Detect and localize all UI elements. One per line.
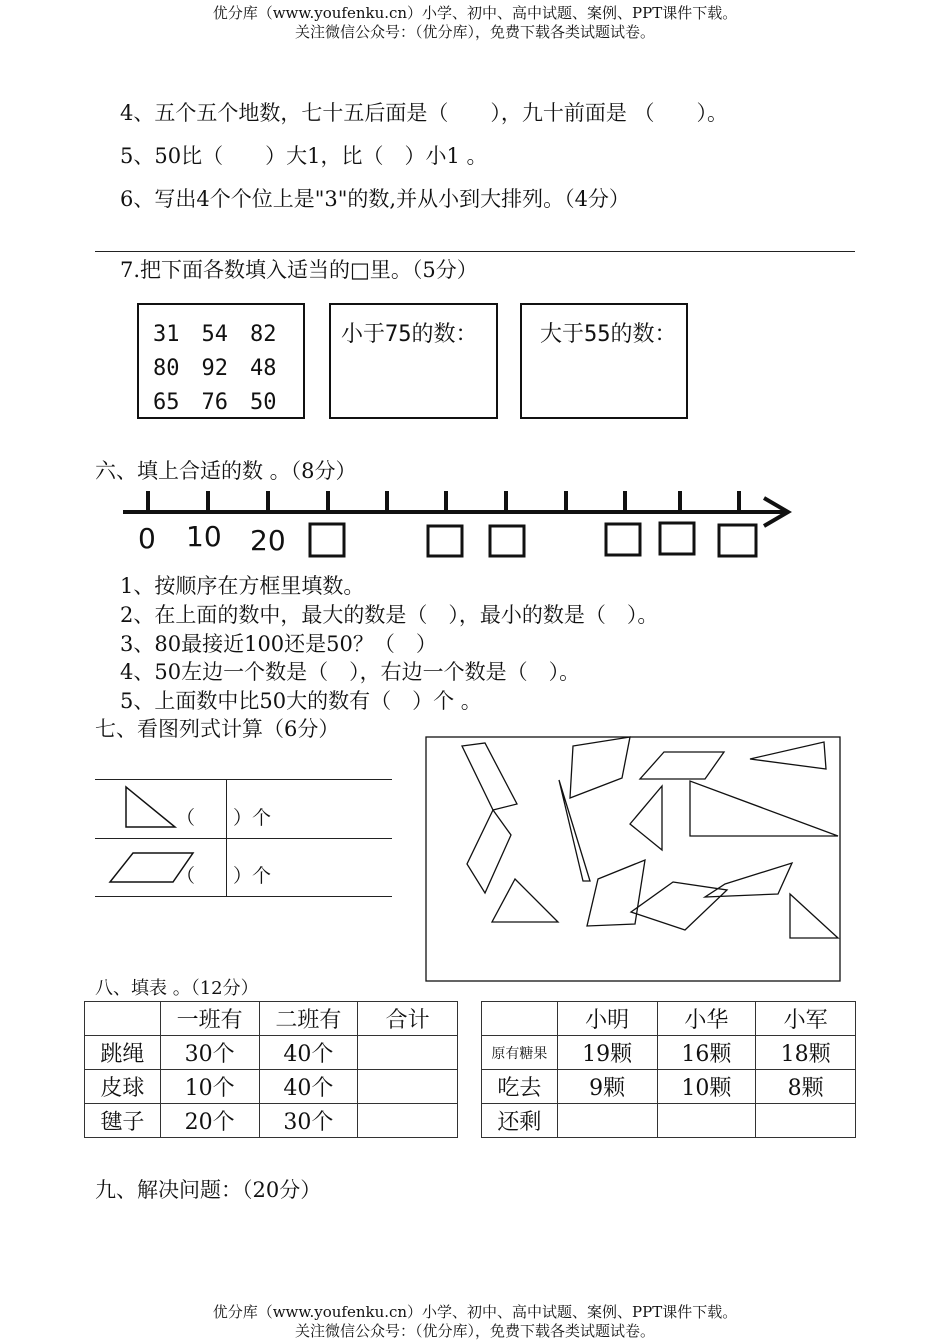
table-cell <box>358 1070 458 1104</box>
table-cell: 10个 <box>160 1070 259 1104</box>
table-row <box>85 1070 458 1104</box>
table-cell <box>482 1002 558 1036</box>
shape-triangle-2 <box>690 781 838 836</box>
shapes-picture <box>425 736 845 986</box>
footer-line-2: 关注微信公众号：（优分库），免费下载各类试题试卷。 <box>294 1322 655 1340</box>
section-6-item-3: 3、80最接近100还是50？（ ） <box>120 632 437 656</box>
table-row <box>85 1036 458 1070</box>
table-cell: 皮球 <box>85 1070 161 1104</box>
section-7-title: 七、看图列式计算（6分） <box>95 717 340 741</box>
greater-than-55-label: 大于55的数： <box>540 322 677 347</box>
numbers-row-2: 80 92 48 <box>153 356 277 381</box>
table-row <box>482 1002 856 1036</box>
shape-parallelogram-7 <box>705 863 792 897</box>
table-header: 一班有 <box>160 1002 259 1036</box>
less-than-75-box <box>329 303 498 419</box>
shape-triangle-4 <box>630 786 662 850</box>
table-header: 小华 <box>657 1002 756 1036</box>
section-9-title: 九、解决问题：（20分） <box>95 1178 322 1202</box>
table-cell: 30个 <box>259 1104 358 1138</box>
answer-line <box>95 251 855 252</box>
shape-parallelogram-6 <box>631 882 727 930</box>
table-cell: 8颗 <box>756 1070 856 1104</box>
numbers-box <box>137 303 305 419</box>
numbers-row-1: 31 54 82 <box>153 322 277 347</box>
table-cell: 19颗 <box>557 1036 657 1070</box>
shape-triangle-5 <box>492 879 558 922</box>
table-cell <box>85 1002 161 1036</box>
candy-table <box>481 1001 856 1138</box>
table-row <box>85 1104 458 1138</box>
table-header: 小军 <box>756 1002 856 1036</box>
question-5: 5、50比（ ）大1，比（ ）小1 。 <box>120 144 488 168</box>
shape-triangle-6 <box>790 894 838 938</box>
section-6-item-4: 4、50左边一个数是（ ），右边一个数是（ ）。 <box>120 660 581 684</box>
question-7: 7.把下面各数填入适当的□里。（5分） <box>120 258 478 282</box>
number-line-ticks <box>148 491 739 512</box>
section-6-item-5: 5、上面数中比50大的数有（ ）个 。 <box>120 689 482 713</box>
table-row <box>482 1070 856 1104</box>
table-header: 合计 <box>358 1002 458 1036</box>
header-line-1: 优分库（www.youfenku.cn）小学、初中、高中试题、案例、PPT课件下载。 <box>212 4 738 22</box>
triangle-count-blank: （ ）个 <box>176 807 272 829</box>
table-cell: 吃去 <box>482 1070 558 1104</box>
table-cell: 18颗 <box>756 1036 856 1070</box>
table-cell <box>557 1104 657 1138</box>
section-6-title: 六、填上合适的数 。（8分） <box>95 459 357 483</box>
table-cell: 16颗 <box>657 1036 756 1070</box>
numberline-label-10: 10 <box>186 520 222 553</box>
number-line-answer-boxes <box>310 523 756 556</box>
table-cell: 40个 <box>259 1070 358 1104</box>
table-cell: 30个 <box>160 1036 259 1070</box>
class-items-table <box>84 1001 458 1138</box>
table-row <box>482 1036 856 1070</box>
section-6-item-1: 1、按顺序在方框里填数。 <box>120 574 365 598</box>
numberline-label-20: 20 <box>250 524 286 557</box>
shape-triangle-3 <box>559 780 590 881</box>
header-line-2: 关注微信公众号：（优分库），免费下载各类试题试卷。 <box>294 23 655 41</box>
table-cell <box>358 1104 458 1138</box>
parallelogram-count-blank: （ ）个 <box>176 865 272 887</box>
table-cell <box>358 1036 458 1070</box>
table-cell: 10颗 <box>657 1070 756 1104</box>
footer-line-1: 优分库（www.youfenku.cn）小学、初中、高中试题、案例、PPT课件下载。 <box>212 1303 738 1321</box>
greater-than-55-box <box>520 303 688 419</box>
numbers-row-3: 65 76 50 <box>153 390 277 415</box>
table-cell: 9颗 <box>557 1070 657 1104</box>
section-8-title: 八、填表 。（12分） <box>95 978 259 999</box>
table-cell: 40个 <box>259 1036 358 1070</box>
table-cell: 跳绳 <box>85 1036 161 1070</box>
less-than-75-label: 小于75的数： <box>341 322 478 347</box>
table-cell: 毽子 <box>85 1104 161 1138</box>
table-cell: 20个 <box>160 1104 259 1138</box>
table-cell: 原有糖果 <box>482 1036 558 1070</box>
question-4: 4、五个五个地数，七十五后面是（ ），九十前面是 （ ）。 <box>120 101 729 125</box>
shape-parallelogram-3 <box>640 752 724 779</box>
shape-parallelogram-4 <box>467 810 511 893</box>
shape-triangle-1 <box>750 742 826 769</box>
shapes-frame <box>426 737 840 981</box>
table-header: 二班有 <box>259 1002 358 1036</box>
shape-parallelogram-1 <box>462 743 517 810</box>
table-row <box>85 1002 458 1036</box>
table-row <box>482 1104 856 1138</box>
table-header: 小明 <box>557 1002 657 1036</box>
numberline-label-0: 0 <box>138 522 156 555</box>
question-6: 6、写出4个个位上是"3"的数,并从小到大排列。（4分） <box>120 187 630 211</box>
shape-parallelogram-5 <box>587 860 645 926</box>
table-cell: 还剩 <box>482 1104 558 1138</box>
shape-parallelogram-2 <box>570 737 630 798</box>
section-6-item-2: 2、在上面的数中，最大的数是（ ），最小的数是（ ）。 <box>120 603 659 627</box>
triangle-shape <box>126 787 175 827</box>
table-cell <box>657 1104 756 1138</box>
table-cell <box>756 1104 856 1138</box>
